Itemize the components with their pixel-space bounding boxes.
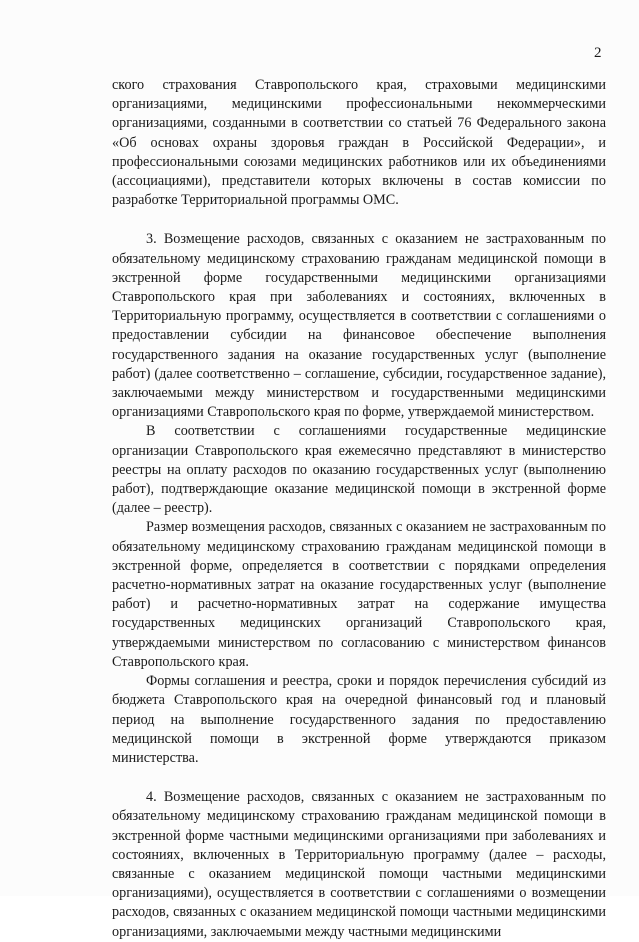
document-body	[112, 76, 606, 942]
paragraph-item-3: 3. Возмещение расходов, связанных с оказанием не застрахованным по обязательному медицинскому страхованию гражданам медицинской помощи в экстренной форме государственными медицинскими организациями Ставропольского края при заболеваниях и состояниях, включенных в Территориальную программу, осуществляется в соответствии с соглашениями о предоставлении субсидии на финансовое обеспечение выполнения государственного задания на оказание государственных услуг (выполнение работ) (далее соответственно – соглашение, субсидии, государственное задание), заключаемыми между министерством и государственными медицинскими организациями Ставропольского края по форме, утверждаемой министерством.	[112, 231, 606, 421]
paragraph-reimbursement-amount: Размер возмещения расходов, связанных с оказанием не застрахованным по обязательному медицинскому страхованию гражданам медицинской помощи в экстренной форме, определяется в соответствии с порядками определения расчетно-нормативных затрат на оказание государственных услуг (выполнение работ) и расчетно-нормативных затрат на содержание имущества государственных медицинских организаций Ставропольского края, утверждаемыми министерством по согласованию с министерством финансов Ставропольского края.	[112, 519, 606, 670]
paragraph-forms: Формы соглашения и реестра, сроки и порядок перечисления субсидий из бюджета Ставропольского края на очередной финансовый год и плановый период на выполнение государственного задания по предоставлению медицинской помощи в экстренной форме утверждаются приказом министерства.	[112, 673, 606, 766]
page-number: 2	[594, 45, 602, 61]
paragraph-continuation: ского страхования Ставропольского края, страховыми медицинскими организациями, медицинскими профессиональными некоммерческими организациями, созданными в соответствии со статьей 76 Федерального закона «Об основах охраны здоровья граждан в Российской Федерации», и профессиональными союзами медицинских работников или их объединениями (ассоциациями), представители которых включены в состав комиссии по разработке Территориальной программы ОМС.	[112, 77, 606, 209]
paragraph-item-4: 4. Возмещение расходов, связанных с оказанием не застрахованным по обязательному медицинскому страхованию гражданам медицинской помощи в экстренной форме частными медицинскими организациями при заболеваниях и состояниях, включенных в Территориальную программу (далее – расходы, связанные с оказанием медицинской помощи частными медицинскими организациями), осуществляется в соответствии с соглашениями о возмещении расходов, связанных с оказанием медицинской помощи частными медицинскими организациями, заключаемыми между частными медицинскими	[112, 789, 606, 940]
paragraph-registers: В соответствии с соглашениями государственные медицинские организации Ставропольского края ежемесячно представляют в министерство реестры на оплату расходов по оказанию государственных услуг (выполнению работ), подтверждающие оказание медицинской помощи в экстренной форме (далее – реестр).	[112, 423, 606, 517]
